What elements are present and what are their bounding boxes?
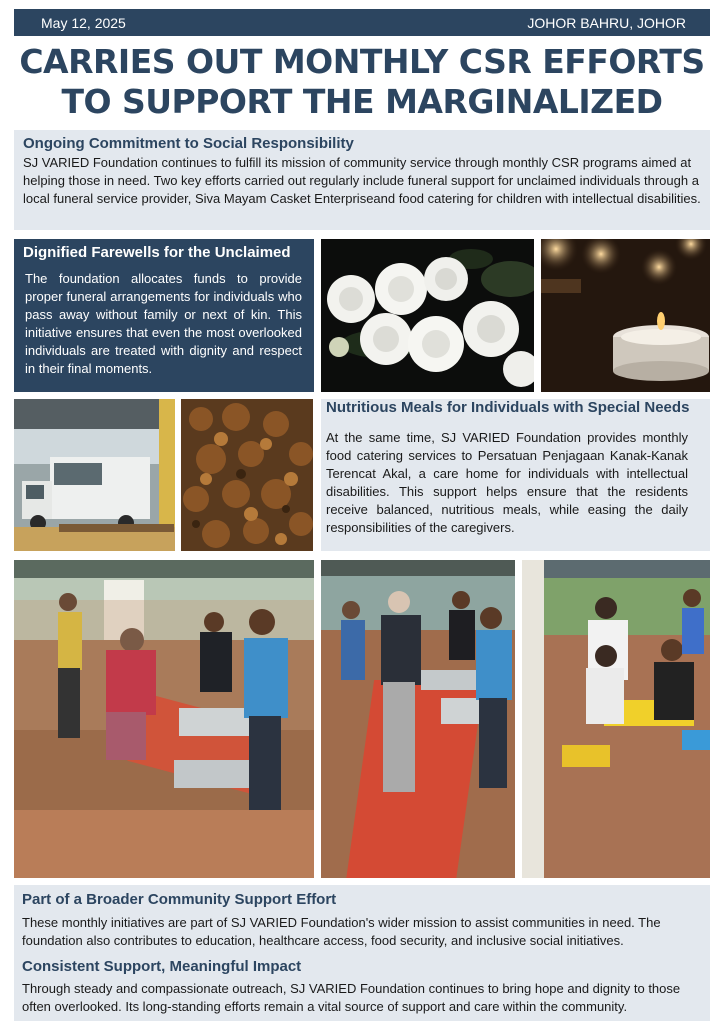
candles-photo [541, 239, 710, 392]
page-title [14, 42, 710, 122]
date-label: May 12, 2025 [41, 14, 126, 31]
farewells-heading: Dignified Farewells for the Unclaimed [23, 244, 291, 261]
food-serving-photo-2 [321, 560, 515, 878]
intro-section [14, 130, 710, 230]
title-line-1: CARRIES OUT MONTHLY CSR EFFORTS [19, 42, 705, 81]
consistent-heading: Consistent Support, Meaningful Impact [22, 958, 302, 975]
meals-body: At the same time, SJ VARIED Foundation provides monthly food catering services to Persatuan Penjagaan Kanak-Kanak Terencat Akal, a care home for individuals with intellectual disabilities. This support helps ensure that the residents receive balanced, nutritious meals, while easing the daily responsibilities of the caregivers. [326, 430, 688, 535]
food-serving-photo-1 [14, 560, 314, 878]
intro-body: SJ VARIED Foundation continues to fulfill its mission of community service through monthly CSR programs aimed at helping those in need. Two key efforts carried out regularly include funeral support for unclaimed individuals through a local funeral service provider, Siva Mayam Casket Enterpriseand food catering for children with intellectual disabilities. [23, 155, 701, 206]
white-roses-photo [321, 239, 534, 392]
closing-section [14, 885, 710, 1021]
cooked-food-photo [181, 399, 313, 551]
intro-heading: Ongoing Commitment to Social Responsibility [23, 135, 354, 152]
residents-dining-photo [522, 560, 710, 878]
catering-van-photo [14, 399, 175, 551]
farewells-section [14, 239, 314, 392]
farewells-body: The foundation allocates funds to provide proper funeral arrangements for individuals who pass away without family or next of kin. This initiative ensures that even the most overlooked individuals are treated with dignity and respect in their final moments. [25, 271, 302, 376]
consistent-body: Through steady and compassionate outreach, SJ VARIED Foundation continues to bring hope and dignity to those often overlooked. Its long-standing efforts remain a vital source of support and care within the community. [22, 981, 681, 1014]
location-label: JOHOR BAHRU, JOHOR [527, 14, 686, 31]
broader-heading: Part of a Broader Community Support Effort [22, 891, 337, 908]
meals-section [321, 399, 710, 551]
meals-heading: Nutritious Meals for Individuals with Special Needs [326, 399, 690, 416]
title-line-2: TO SUPPORT THE MARGINALIZED [61, 82, 663, 121]
header-bar [14, 9, 710, 36]
broader-body: These monthly initiatives are part of SJ VARIED Foundation's wider mission to assist communities in need. The foundation also contributes to education, healthcare access, food security, and inclusive social initiatives. [22, 915, 661, 948]
